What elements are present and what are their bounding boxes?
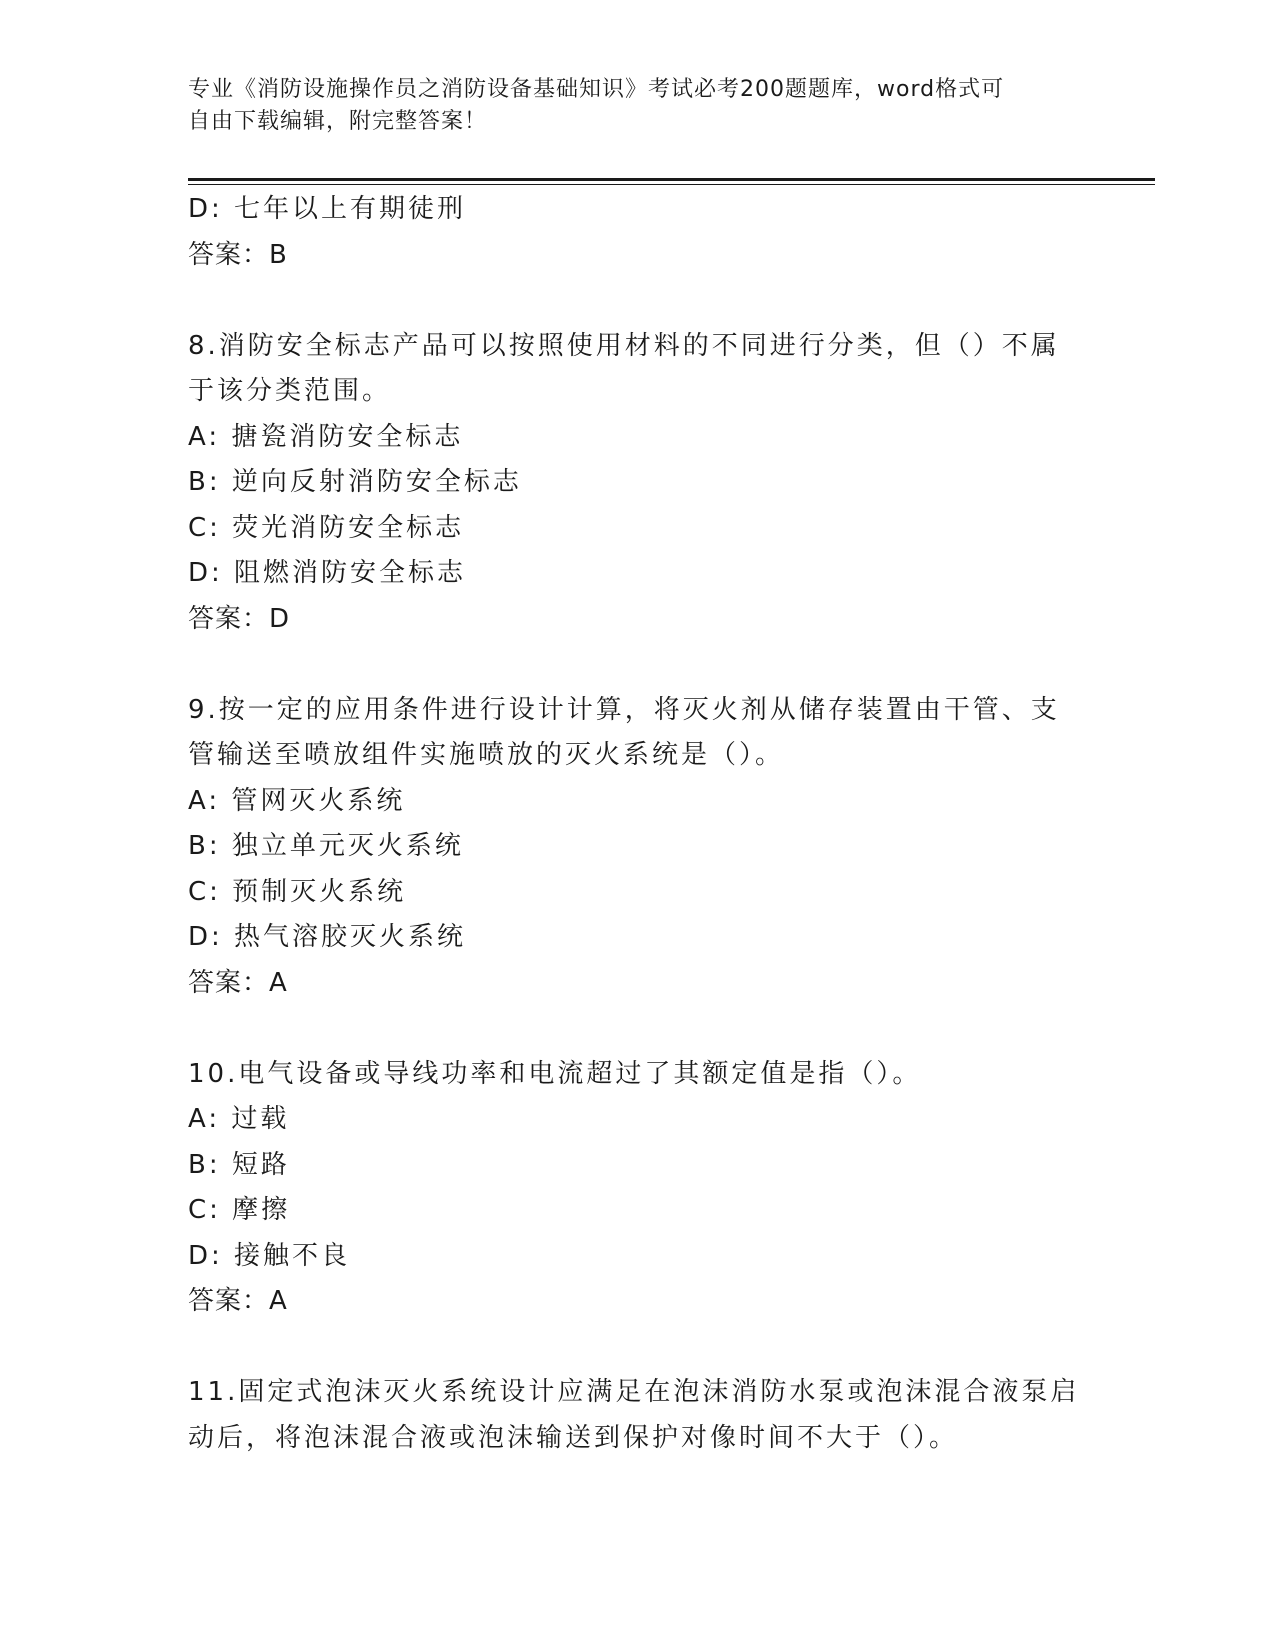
answer-line: 答案：A (188, 1286, 288, 1316)
question-stem: 10.电气设备或导线功率和电流超过了其额定值是指（）。 (188, 1058, 922, 1089)
question-stem-continued: 动后，将泡沫混合液或泡沫输送到保护对像时间不大于（）。 (188, 1422, 959, 1453)
page-header (188, 74, 1088, 138)
spacer (188, 278, 1088, 324)
question-stem: 11.固定式泡沫灭火系统设计应满足在泡沫消防水泵或泡沫混合液泵启 (188, 1377, 1080, 1407)
option-a: A: 管网灭火系统 (188, 785, 406, 816)
question-stem-continued: 管输送至喷放组件实施喷放的灭火系统是（）。 (188, 740, 785, 770)
header-title-line-1: 专业《消防设施操作员之消防设备基础知识》考试必考200题题库，word格式可 (188, 77, 1005, 102)
spacer (188, 642, 1088, 688)
option-b: B: 独立单元灭火系统 (188, 831, 464, 861)
question-list (188, 187, 1088, 1461)
header-divider-thin (188, 184, 1155, 185)
option-a: A: 过载 (188, 1104, 290, 1134)
question-9 (188, 688, 1088, 1007)
question-stem: 9.按一定的应用条件进行设计计算，将灭火剂从储存装置由干管、支 (188, 694, 1060, 725)
answer-line: 答案：A (188, 967, 288, 998)
question-stem-continued: 于该分类范围。 (188, 376, 392, 406)
answer-line: 答案：D (188, 603, 291, 634)
option-d: D: 接触不良 (188, 1240, 351, 1271)
option-a: A: 搪瓷消防安全标志 (188, 421, 464, 452)
question-stem: 8.消防安全标志产品可以按照使用材料的不同进行分类，但（）不属 (188, 330, 1060, 361)
question-7-tail (188, 187, 1088, 278)
spacer (188, 1006, 1088, 1052)
option-d: D: 七年以上有期徒刑 (188, 194, 467, 224)
option-b: B: 短路 (188, 1149, 290, 1180)
question-8 (188, 324, 1088, 643)
option-c: C: 摩擦 (188, 1195, 291, 1225)
question-11 (188, 1370, 1088, 1461)
question-10 (188, 1052, 1088, 1325)
header-title-line-2: 自由下载编辑，附完整答案！ (188, 109, 488, 134)
spacer (188, 1325, 1088, 1371)
option-c: C: 预制灭火系统 (188, 876, 407, 907)
option-d: D: 热气溶胶灭火系统 (188, 922, 467, 952)
option-b: B: 逆向反射消防安全标志 (188, 467, 522, 497)
option-d: D: 阻燃消防安全标志 (188, 558, 467, 588)
header-divider-thick (188, 178, 1155, 181)
option-c: C: 荧光消防安全标志 (188, 512, 465, 543)
answer-line: 答案：B (188, 239, 288, 270)
